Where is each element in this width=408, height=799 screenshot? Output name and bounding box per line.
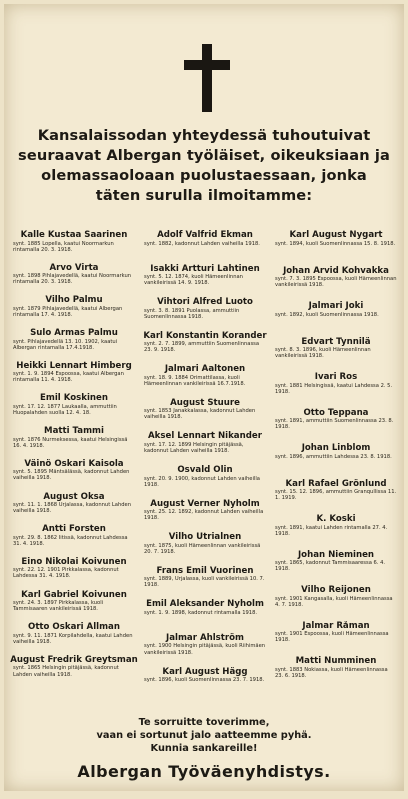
entry-name: Karl Gabriel Koivunen <box>21 589 127 600</box>
entry-detail: synt. 1898 Pihlajavedellä, kaatui Noormarkun rintamalla 20. 3. 1918. <box>13 273 132 286</box>
entry-name: Sulo Armas Palmu <box>30 328 118 339</box>
entry-detail: synt. 29. 8. 1862 Iitissä, kadonnut Lahdessa 31. 4. 1918. <box>13 534 128 547</box>
entry-detail: synt. 15. 12. 1896, ammuttiin Granqullissa 11. 1. 1919. <box>275 489 397 502</box>
entry-name: Karl Rafael Grönlund <box>285 478 387 489</box>
memorial-entry <box>272 656 400 692</box>
entry-name: Emil Koskinen <box>40 393 108 404</box>
entry-detail: synt. 1896, ammuttiin Lahdessa 23. 8. 1918. <box>275 453 392 460</box>
memorial-entry <box>10 459 138 492</box>
memorial-entry <box>141 264 269 298</box>
memorial-entry <box>141 667 269 701</box>
entry-name: Vihtori Alfred Luoto <box>157 297 253 308</box>
entry-name: August Verner Nyholm <box>150 498 260 509</box>
entry-name: Väinö Oskari Kaisola <box>24 458 124 469</box>
entry-detail: synt. 1901 Kangasalla, kuoli Hämeenlinnassa 4. 7. 1918. <box>275 595 393 608</box>
closing-verse <box>64 716 344 755</box>
entry-name: Otto Teppana <box>303 407 369 418</box>
entry-detail: synt. 22. 12. 1901 Pirkkalassa, kadonnut Lahdessa 31. 4. 1918. <box>13 567 119 580</box>
entry-detail: synt. 1891, ammuttiin Suomenlinnassa 23. 8. 1918. <box>275 418 394 431</box>
entry-detail: synt. 1882, kadonnut Lahden vaiheilla 1918. <box>144 240 260 247</box>
entry-detail: synt. 1891, kaatui Lahden rintamalla 27. 4. 1918. <box>275 524 388 537</box>
memorial-entry <box>272 266 400 302</box>
entry-name: Ivari Ros <box>314 372 358 382</box>
memorial-entry <box>10 328 138 361</box>
entry-name: Karl August Hägg <box>162 666 248 677</box>
entry-name: Johan Arvid Kohvakka <box>283 265 389 276</box>
memorial-entry <box>272 337 400 373</box>
memorial-entry <box>141 532 269 566</box>
entry-detail: synt. Pihlajavedellä 13. 10. 1902, kaatui Albergan rintamalla 17.4.1918. <box>13 338 118 351</box>
memorial-entry <box>10 492 138 525</box>
memorial-entry <box>141 431 269 465</box>
memorial-entry <box>141 465 269 499</box>
entry-name: Jalmari Joki <box>308 301 364 311</box>
entry-detail: synt. 1901 Espoossa, kuoli Hämeenlinnassa 1918. <box>275 631 389 644</box>
memorial-notice <box>4 4 404 791</box>
names-column-right <box>272 230 400 700</box>
entry-name: August Stuure <box>170 397 240 408</box>
entry-detail: synt. 11. 1. 1868 Urjalassa, kadonnut Lahden vaiheilla 1918. <box>13 502 132 515</box>
entry-name: Jalmar Råman <box>302 620 370 631</box>
entry-name: Vilho Palmu <box>45 295 103 306</box>
entry-name: Otto Oskari Allman <box>28 622 120 633</box>
memorial-entry <box>10 622 138 655</box>
entry-detail: synt. 1879 Pihlajavedellä, kaatui Albergan rintamalla 17. 4. 1918. <box>13 305 123 318</box>
memorial-entry <box>272 550 400 586</box>
entry-name: Jalmari Aaltonen <box>164 364 246 375</box>
memorial-entry <box>272 585 400 621</box>
entry-detail: synt. 8. 3. 1896, kuoli Hämeenlinnan vankileirissä 1918. <box>275 347 371 360</box>
entry-name: Eino Nikolai Koivunen <box>21 556 127 567</box>
entry-detail: synt. 7. 3. 1895 Espoossa, kuoli Hämeenlinnan vankileirissä 1918. <box>275 276 397 289</box>
memorial-entry <box>141 633 269 667</box>
memorial-entry <box>272 301 400 337</box>
entry-detail: synt. 1889, Urjalassa, kuoli vankileirissä 10. 7. 1918. <box>144 576 265 589</box>
entry-detail: synt. 3. 8. 1891 Puolassa, ammuttiin Suomenlinnassa 1918. <box>144 307 240 320</box>
entry-detail: synt. 24. 3. 1897 Pirkkalassa, kuoli Tammisaaren vankileirissä 1918. <box>13 600 104 613</box>
entry-name: Arvo Virta <box>49 262 99 273</box>
entry-detail: synt. 1876 Nurmeksessa, kaatui Helsingissä 16. 4. 1918. <box>13 436 128 449</box>
entry-name: August Oksa <box>43 491 105 502</box>
entry-detail: synt. 9. 11. 1871 Korpilahdella, kaatui Lahden vaiheilla 1918. <box>13 632 133 645</box>
entry-detail: synt. 1. 9. 1894 Espoossa, kaatui Albergan rintamalla 11. 4. 1918. <box>13 371 124 384</box>
entry-detail: synt. 17. 12. 1877 Laukaalla, ammuttiin Huopalahden suolla 12. 4. 18. <box>13 403 117 417</box>
memorial-entry <box>10 263 138 296</box>
entry-name: Isakki Artturi Lahtinen <box>150 263 260 274</box>
memorial-entry <box>10 230 138 263</box>
memorial-entry <box>10 655 138 688</box>
entry-name: Jalmar Ahlström <box>166 632 244 643</box>
entry-detail: synt. 20. 9. 1900, kadonnut Lahden vaiheilla 1918. <box>144 475 260 488</box>
entry-name: K. Koski <box>316 514 356 524</box>
memorial-entry <box>10 426 138 459</box>
entry-detail: synt. 18. 9. 1884 Orimattilassa, kuoli Hämeenlinnan vankileirissä 16.7.1918. <box>144 374 246 387</box>
notice-heading: Kansalaissodan yhteydessä tuhoutuivat seuraavat Albergan työläiset, oikeuksiaan ja olemassaoloaan puolustaessaan, jonka täten surulla ilmoitamme: <box>18 127 390 204</box>
entry-name: Karl August Nygart <box>289 230 383 240</box>
memorial-entry <box>272 408 400 444</box>
memorial-entry <box>10 590 138 623</box>
entry-detail: synt. 17. 12. 1899 Helsingin pitäjässä, kadonnut Lahden vaiheilla 1918. <box>144 441 244 455</box>
memorial-entry <box>141 499 269 533</box>
entry-detail: synt. 1853 Janakkalassa, kadonnut Lahden vaiheilla 1918. <box>144 408 256 421</box>
entry-detail: synt. 5. 1895 Mäntsälässä, kadonnut Lahden vaiheilla 1918. <box>13 469 130 482</box>
entry-name: Kalle Kustaa Saarinen <box>20 230 128 240</box>
signature: Albergan Työväenyhdistys. <box>77 762 331 781</box>
entry-name: August Fredrik Greytsman <box>10 654 138 665</box>
entry-name: Vilho Utrialnen <box>168 532 242 543</box>
entry-detail: synt. 1896, kuoli Suomenlinnassa 23. 7. 1918. <box>144 677 265 684</box>
entry-name: Matti Tammi <box>44 426 104 437</box>
entry-name: Aksel Lennart Nikander <box>148 431 262 442</box>
entry-detail: synt. 1875, kuoli Hämeenlinnan vankileirissä 20. 7. 1918. <box>144 542 261 555</box>
memorial-entry <box>272 621 400 657</box>
entry-detail: synt. 2. 7. 1899, ammuttiin Suomenlinnassa 23. 9. 1918. <box>144 341 260 354</box>
entry-name: Osvald Olin <box>177 465 233 476</box>
memorial-entry <box>10 524 138 557</box>
memorial-entry <box>10 295 138 328</box>
memorial-entry <box>141 331 269 365</box>
closing-line: Te sorruitte toverimme, <box>138 717 270 728</box>
memorial-entry <box>141 398 269 432</box>
entry-detail: synt. 25. 12. 1892, kadonnut Lahden vaiheilla 1918. <box>144 509 264 522</box>
entry-detail: synt. 1881 Helsingissä, kaatui Lahdessa 2. 5. 1918. <box>275 382 393 395</box>
memorial-entry <box>141 566 269 600</box>
entry-name: Antti Forsten <box>42 524 106 535</box>
memorial-entry <box>272 443 400 479</box>
names-grid <box>10 230 400 700</box>
entry-detail: synt. 1894, kuoli Suomenlinnassa 15. 8. 1918. <box>275 240 396 247</box>
memorial-entry <box>141 230 269 264</box>
entry-detail: synt. 1883 Nokiassa, kuoli Hämeenlinnassa 23. 6. 1918. <box>275 666 388 679</box>
memorial-entry <box>272 514 400 550</box>
cross-icon <box>182 42 232 114</box>
memorial-entry <box>272 372 400 408</box>
entry-detail: synt. 1900 Helsingin pitäjässä, kuoli Riihimäen vankileirissä 1918. <box>144 643 266 656</box>
entry-detail: synt. 5. 12. 1874, kuoli Hämeenlinnan vankileirissä 14. 9. 1918. <box>144 274 243 287</box>
entry-name: Johan Nieminen <box>297 549 375 560</box>
entry-name: Matti Numminen <box>295 656 377 666</box>
entry-name: Frans Emil Vuorinen <box>156 565 254 576</box>
memorial-entry <box>10 393 138 426</box>
entry-name: Karl Konstantin Korander <box>143 330 267 341</box>
entry-detail: synt. 1. 9. 1898, kadonnut rintamalla 1918. <box>144 609 258 616</box>
entry-name: Emil Aleksander Nyholm <box>146 599 264 610</box>
memorial-entry <box>272 479 400 515</box>
memorial-entry <box>141 364 269 398</box>
entry-name: Johan Linblom <box>301 443 371 453</box>
entry-name: Heikki Lennart Himberg <box>16 360 132 371</box>
memorial-entry <box>272 230 400 266</box>
entry-detail: synt. 1892, kuoli Suomenlinnassa 1918. <box>275 311 379 318</box>
names-column-middle <box>141 230 269 700</box>
names-column-left <box>10 230 138 700</box>
memorial-entry <box>10 361 138 394</box>
entry-name: Edvart Tynnilä <box>301 336 371 347</box>
memorial-entry <box>10 557 138 590</box>
closing-line: Kunnia sankareille! <box>150 743 258 754</box>
entry-name: Adolf Valfrid Ekman <box>157 230 253 240</box>
entry-detail: synt. 1865, kadonnut Tammisaaressa 6. 4. 1918. <box>275 560 386 573</box>
entry-detail: synt. 1885 Lopella, kaatui Noormarkun rintamalla 20. 3. 1918. <box>13 240 114 253</box>
memorial-entry <box>141 599 269 633</box>
entry-name: Vilho Reijonen <box>301 585 371 595</box>
closing-line: vaan ei sortunut jalo aatteemme pyhä. <box>96 730 312 741</box>
entry-detail: synt. 1865 Helsingin pitäjässä, kadonnut Lahden vaiheilla 1918. <box>13 665 119 678</box>
memorial-entry <box>141 297 269 331</box>
